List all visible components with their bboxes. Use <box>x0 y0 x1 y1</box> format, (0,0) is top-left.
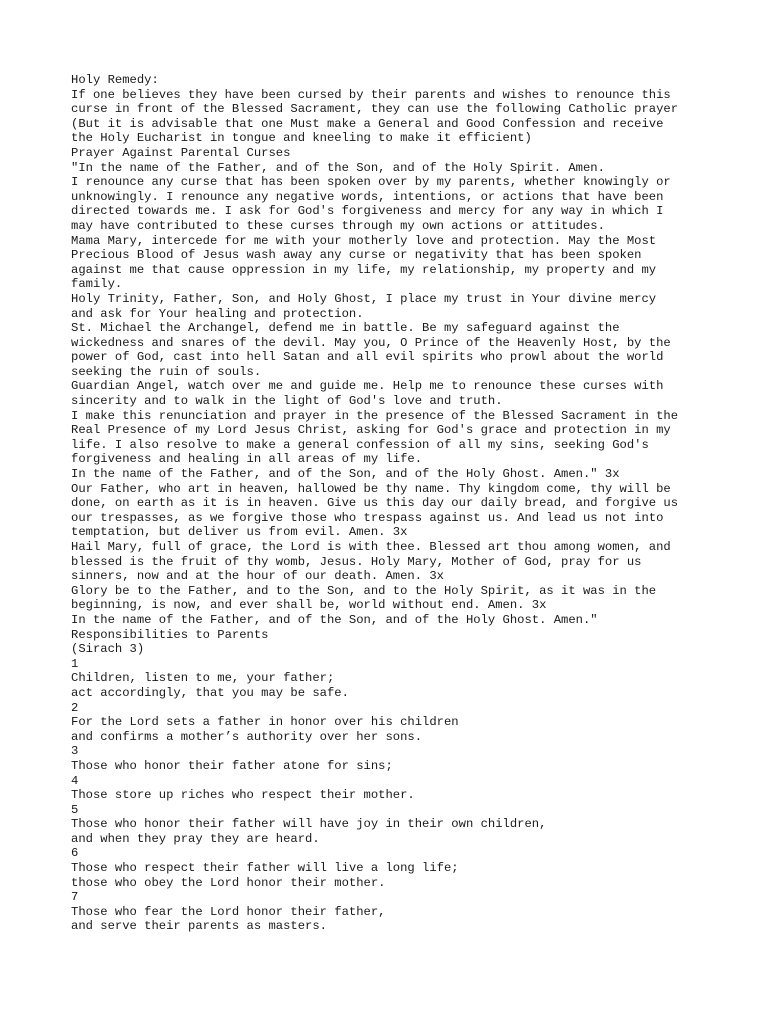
verse-line: and when they pray they are heard. <box>71 831 320 846</box>
verse-number: 1 <box>71 656 79 671</box>
text-line: sincerity and to walk in the light of God's love and truth. <box>71 394 503 409</box>
verse-number: 5 <box>71 802 79 817</box>
text-line: I make this renunciation and prayer in the presence of the Blessed Sacrament in the <box>71 408 679 423</box>
verse-line: and confirms a mother’s authority over her sons. <box>71 729 423 744</box>
text-line: and ask for Your healing and protection. <box>71 306 364 321</box>
text-line: curse in front of the Blessed Sacrament, they can use the following Catholic prayer <box>71 102 679 117</box>
verse-line: Those who honor their father atone for sins; <box>71 758 393 773</box>
verse-line: Those store up riches who respect their mother. <box>71 788 415 803</box>
text-line: blessed is the fruit of thy womb, Jesus. Holy Mary, Mother of God, pray for us <box>71 554 642 569</box>
text-line: done, on earth as it is in heaven. Give us this day our daily bread, and forgive us <box>71 496 679 511</box>
verse-number: 3 <box>71 744 79 759</box>
verse-number: 4 <box>71 773 79 788</box>
text-line: the Holy Eucharist in tongue and kneeling to make it efficient) <box>71 131 532 146</box>
text-line: I renounce any curse that has been spoken over by my parents, whether knowingly or <box>71 175 671 190</box>
heading-responsibilities-to-parents: Responsibilities to Parents <box>71 627 269 642</box>
text-line: If one believes they have been cursed by their parents and wishes to renounce this <box>71 87 671 102</box>
heading-holy-remedy: Holy Remedy: <box>71 73 159 87</box>
text-line: Mama Mary, intercede for me with your motherly love and protection. May the Most <box>71 233 657 248</box>
text-line: power of God, cast into hell Satan and all evil spirits who prowl about the world <box>71 350 664 365</box>
verse-line: Those who honor their father will have joy in their own children, <box>71 817 547 832</box>
verse-line: Those who fear the Lord honor their father, <box>71 904 386 919</box>
text-line: Our Father, who art in heaven, hallowed be thy name. Thy kingdom come, thy will be <box>71 481 671 496</box>
text-line: Real Presence of my Lord Jesus Christ, asking for God's grace and protection in my <box>71 423 671 438</box>
text-line: may have contributed to these curses through my own actions or attitudes. <box>71 218 605 233</box>
verse-line: Children, listen to me, your father; <box>71 671 335 686</box>
text-line: wickedness and snares of the devil. May you, O Prince of the Heavenly Host, by the <box>71 335 671 350</box>
text-line: Hail Mary, full of grace, the Lord is with thee. Blessed art thou among women, and <box>71 540 671 554</box>
text-line: Precious Blood of Jesus wash away any curse or negativity that has been spoken <box>71 248 642 263</box>
verse-line: those who obey the Lord honor their mother. <box>71 875 386 890</box>
text-line: Holy Trinity, Father, Son, and Holy Ghost, I place my trust in Your divine mercy <box>71 291 657 306</box>
text-line: family. <box>71 277 123 292</box>
text-line: Glory be to the Father, and to the Son, and to the Holy Spirit, as it was in the <box>71 583 657 598</box>
heading-prayer-against-parental-curses: Prayer Against Parental Curses <box>71 145 291 160</box>
verse-number: 6 <box>71 846 79 861</box>
verse-line: For the Lord sets a father in honor over his children <box>71 715 459 730</box>
text-line: "In the name of the Father, and of the Son, and of the Holy Spirit. Amen. <box>71 160 605 175</box>
text-line: temptation, but deliver us from evil. Amen. 3x <box>71 525 408 540</box>
text-line: St. Michael the Archangel, defend me in battle. Be my safeguard against the <box>71 321 620 336</box>
text-line: beginning, is now, and ever shall be, world without end. Amen. 3x <box>71 598 547 613</box>
verse-line: Those who respect their father will live a long life; <box>71 861 459 876</box>
verse-line: and serve their parents as masters. <box>71 919 327 934</box>
verse-number: 2 <box>71 700 79 715</box>
text-line: In the name of the Father, and of the Son, and of the Holy Ghost. Amen." <box>71 612 598 627</box>
text-line: sinners, now and at the hour of our death. Amen. 3x <box>71 569 444 584</box>
text-line: forgiveness and healing in all areas of my life. <box>71 452 423 467</box>
text-line: against me that cause oppression in my life, my relationship, my property and my <box>71 262 657 277</box>
verse-line: act accordingly, that you may be safe. <box>71 685 349 700</box>
text-line: Guardian Angel, watch over me and guide me. Help me to renounce these curses with <box>71 379 664 394</box>
text-line: directed towards me. I ask for God's forgiveness and mercy for any way in which I <box>71 204 664 219</box>
text-line: seeking the ruin of souls. <box>71 364 262 379</box>
text-line: (But it is advisable that one Must make a General and Good Confession and receive <box>71 116 664 131</box>
text-line: life. I also resolve to make a general confession of all my sins, seeking God's <box>71 437 649 452</box>
verse-number: 7 <box>71 890 79 905</box>
text-line: our trespasses, as we forgive those who trespass against us. And lead us not into <box>71 510 664 525</box>
scripture-reference: (Sirach 3) <box>71 642 145 657</box>
text-line: unknowingly. I renounce any negative words, intentions, or actions that have been <box>71 189 664 204</box>
text-line: In the name of the Father, and of the Son, and of the Holy Ghost. Amen." 3x <box>71 467 620 482</box>
document-page <box>71 73 711 934</box>
